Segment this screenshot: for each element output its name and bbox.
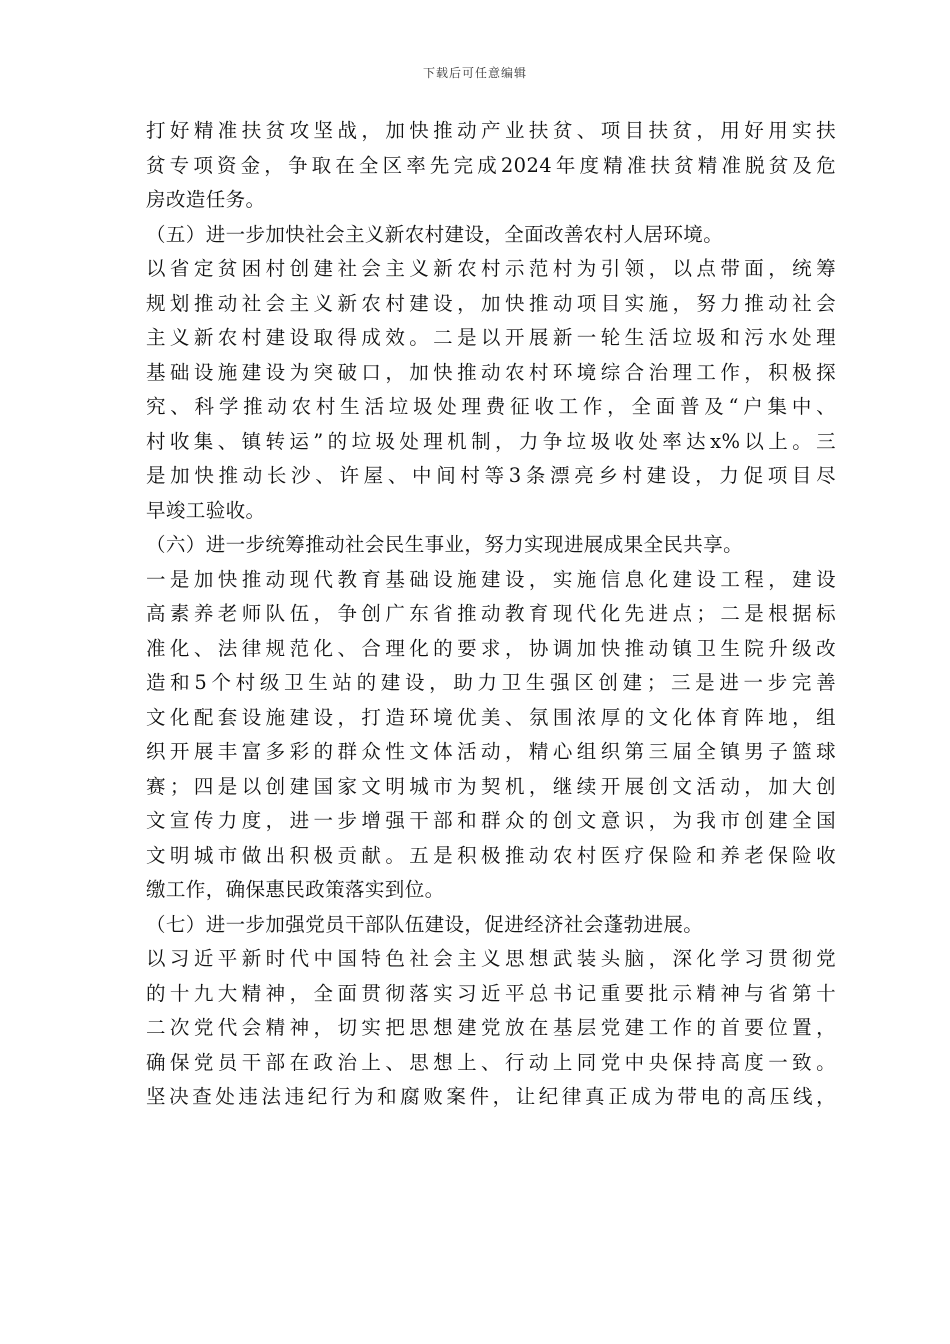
text-line: 是加快推动长沙、许屋、中间村等3条漂亮乡村建设，力促项目尽 <box>146 464 836 487</box>
section-heading-5: （五）进一步加快社会主义新农村建设，全面改善农村人居环境。 <box>146 222 724 246</box>
text-line: 基础设施建设为突破口，加快推动农村环境综合治理工作，积极探 <box>146 360 836 384</box>
text-line: 房改造任务。 <box>146 188 266 211</box>
text-line: 以省定贫困村创建社会主义新农村示范村为引领，以点带面，统筹 <box>146 257 836 280</box>
header-note: 下载后可任意编辑 <box>422 66 527 80</box>
text-line: 究、科学推动农村生活垃圾处理费征收工作，全面普及“户集中、 <box>146 395 836 418</box>
section-heading-6: （六）进一步统筹推动社会民生事业，努力实现进展成果全民共享。 <box>146 533 744 556</box>
text-line: 一是加快推动现代教育基础设施建设，实施信息化建设工程，建设 <box>146 567 836 591</box>
text-line: 主义新农村建设取得成效。二是以开展新一轮生活垃圾和污水处理 <box>146 326 836 349</box>
section-heading-7: （七）进一步加强党员干部队伍建设，促进经济社会蓬勃进展。 <box>146 912 704 936</box>
text-line: 织开展丰富多彩的群众性文体活动，精心组织第三届全镇男子篮球 <box>146 740 836 763</box>
text-line: 打好精准扶贫攻坚战，加快推动产业扶贫、项目扶贫，用好用实扶 <box>146 119 836 142</box>
text-line: 准化、法律规范化、合理化的要求，协调加快推动镇卫生院升级改 <box>146 636 836 660</box>
text-line: 村收集、镇转运”的垃圾处理机制，力争垃圾收处率达x%以上。三 <box>146 429 836 453</box>
text-line: 文明城市做出积极贡献。五是积极推动农村医疗保险和养老保险收 <box>146 843 836 867</box>
text-line: 文化配套设施建设，打造环境优美、氛围浓厚的文化体育阵地，组 <box>146 705 836 729</box>
body-text <box>146 114 836 1115</box>
text-line: 造和5个村级卫生站的建设，助力卫生强区创建；三是进一步完善 <box>146 671 836 694</box>
text-line: 赛；四是以创建国家文明城市为契机，继续开展创文活动，加大创 <box>146 774 836 798</box>
text-line: 高素养老师队伍，争创广东省推动教育现代化先进点；二是根据标 <box>146 602 836 625</box>
text-line: 贫专项资金，争取在全区率先完成2024年度精准扶贫精准脱贫及危 <box>146 153 836 177</box>
text-line: 早竣工验收。 <box>146 498 266 522</box>
text-line: 缴工作，确保惠民政策落实到位。 <box>146 878 445 901</box>
text-line: 确保党员干部在政治上、思想上、行动上同党中央保持高度一致。 <box>146 1050 836 1074</box>
text-line: 文宣传力度，进一步增强干部和群众的创文意识，为我市创建全国 <box>146 809 836 832</box>
text-line: 以习近平新时代中国特色社会主义思想武装头脑，深化学习贯彻党 <box>146 947 836 970</box>
text-line: 二次党代会精神，切实把思想建党放在基层党建工作的首要位置， <box>146 1016 836 1039</box>
text-line: 的十九大精神，全面贯彻落实习近平总书记重要批示精神与省第十 <box>146 981 836 1005</box>
text-line: 规划推动社会主义新农村建设，加快推动项目实施，努力推动社会 <box>146 291 836 315</box>
text-line: 坚决查处违法违纪行为和腐败案件，让纪律真正成为带电的高压线， <box>146 1085 836 1108</box>
